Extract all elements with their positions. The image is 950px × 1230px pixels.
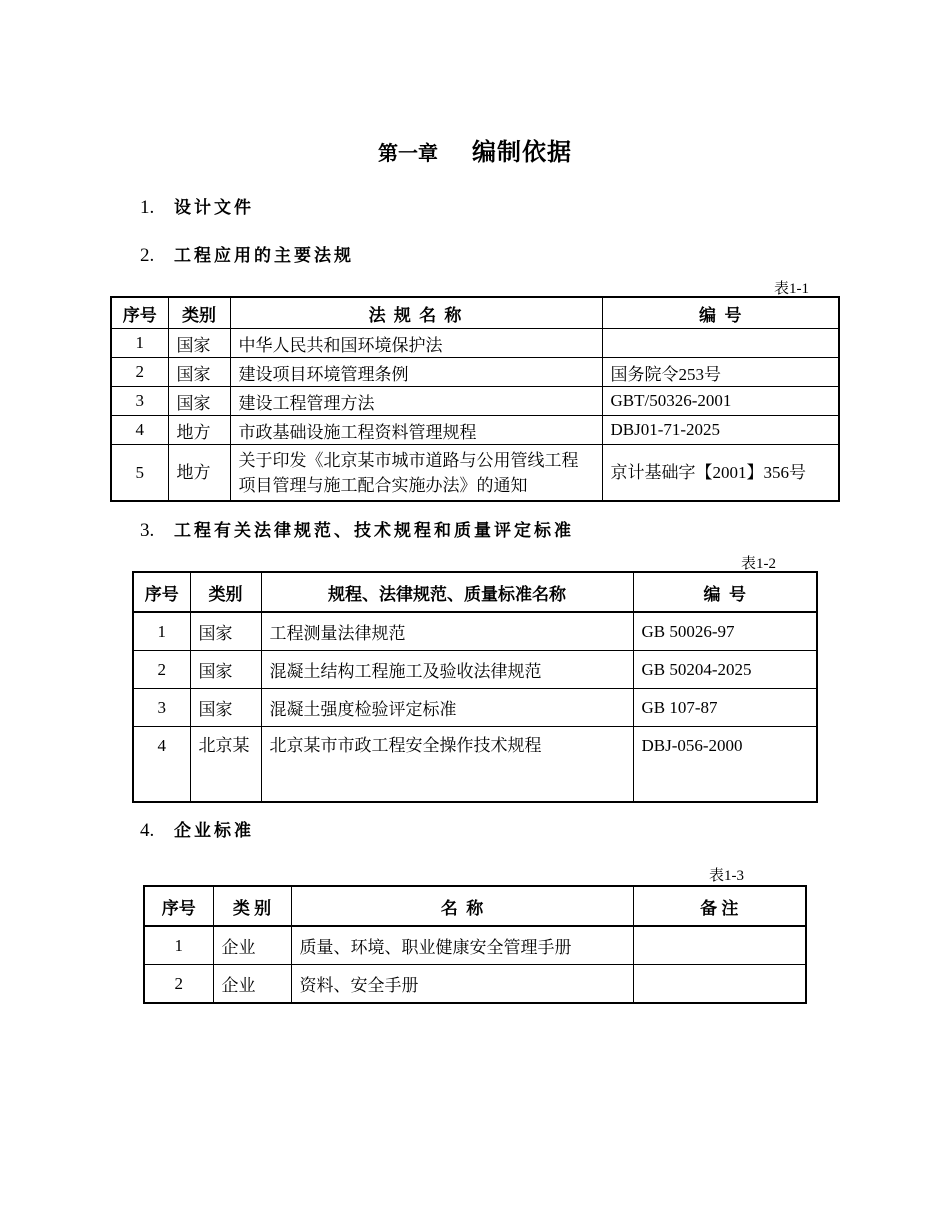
row-category: 国家 bbox=[190, 651, 261, 689]
row-name: 建设项目环境管理条例 bbox=[230, 358, 602, 387]
table-row bbox=[133, 689, 817, 727]
row-category: 企业 bbox=[213, 965, 291, 1004]
section-label: 工程应用的主要法规 bbox=[174, 246, 354, 265]
row-name: 资料、安全手册 bbox=[291, 965, 633, 1004]
header-code: 编 号 bbox=[633, 572, 817, 612]
chapter-heading: 编制依据 bbox=[472, 140, 572, 166]
header-name: 名 称 bbox=[291, 886, 633, 926]
section-number: 1. bbox=[140, 197, 155, 218]
chapter-title bbox=[0, 132, 950, 167]
table-header-row bbox=[144, 886, 806, 926]
header-category: 类别 bbox=[168, 297, 230, 329]
row-index: 2 bbox=[111, 358, 168, 387]
row-index: 3 bbox=[111, 387, 168, 416]
section-number: 2. bbox=[140, 245, 155, 266]
section-4 bbox=[140, 816, 254, 842]
row-code: GB 50026-97 bbox=[633, 612, 817, 651]
row-category: 国家 bbox=[168, 387, 230, 416]
header-name: 法 规 名 称 bbox=[230, 297, 602, 329]
header-category: 类别 bbox=[190, 572, 261, 612]
table-row bbox=[144, 965, 806, 1004]
header-code: 编 号 bbox=[602, 297, 839, 329]
header-index: 序号 bbox=[133, 572, 190, 612]
section-number: 3. bbox=[140, 520, 155, 541]
row-category: 北京某 bbox=[190, 727, 261, 803]
header-index: 序号 bbox=[144, 886, 213, 926]
regulations-table bbox=[110, 296, 840, 502]
table-row bbox=[111, 387, 839, 416]
row-code: GBT/50326-2001 bbox=[602, 387, 839, 416]
section-1 bbox=[140, 193, 254, 219]
table-row bbox=[111, 416, 839, 445]
row-index: 2 bbox=[144, 965, 213, 1004]
section-label: 企业标准 bbox=[174, 821, 254, 840]
enterprise-standards-table bbox=[143, 885, 807, 1004]
table3-number: 表1-3 bbox=[709, 868, 744, 884]
header-category: 类 别 bbox=[213, 886, 291, 926]
table1-number: 表1-1 bbox=[774, 281, 809, 297]
section-number: 4. bbox=[140, 820, 155, 841]
row-index: 4 bbox=[111, 416, 168, 445]
table2-number: 表1-2 bbox=[741, 556, 776, 572]
table-row bbox=[133, 612, 817, 651]
row-remark bbox=[633, 926, 806, 965]
row-code: 国务院令253号 bbox=[602, 358, 839, 387]
row-code: 京计基础字【2001】356号 bbox=[602, 445, 839, 502]
row-index: 5 bbox=[111, 445, 168, 502]
section-label: 设计文件 bbox=[174, 198, 254, 217]
row-index: 1 bbox=[133, 612, 190, 651]
row-name: 混凝土结构工程施工及验收法律规范 bbox=[261, 651, 633, 689]
row-code: GB 107-87 bbox=[633, 689, 817, 727]
section-3 bbox=[140, 516, 574, 542]
section-2 bbox=[140, 241, 354, 267]
row-name: 中华人民共和国环境保护法 bbox=[230, 329, 602, 358]
row-category: 国家 bbox=[190, 612, 261, 651]
row-index: 4 bbox=[133, 727, 190, 803]
table-header-row bbox=[111, 297, 839, 329]
row-code bbox=[602, 329, 839, 358]
chapter-number: 第一章 bbox=[378, 143, 438, 165]
table-row bbox=[111, 329, 839, 358]
row-category: 地方 bbox=[168, 416, 230, 445]
header-index: 序号 bbox=[111, 297, 168, 329]
header-name: 规程、法律规范、质量标准名称 bbox=[261, 572, 633, 612]
row-name: 建设工程管理方法 bbox=[230, 387, 602, 416]
row-category: 国家 bbox=[168, 329, 230, 358]
table-row bbox=[144, 926, 806, 965]
row-index: 1 bbox=[111, 329, 168, 358]
row-category: 国家 bbox=[168, 358, 230, 387]
row-code: GB 50204-2025 bbox=[633, 651, 817, 689]
row-name: 市政基础设施工程资料管理规程 bbox=[230, 416, 602, 445]
table-row bbox=[133, 651, 817, 689]
row-category: 企业 bbox=[213, 926, 291, 965]
table-row bbox=[133, 727, 817, 803]
row-category: 地方 bbox=[168, 445, 230, 502]
row-name: 工程测量法律规范 bbox=[261, 612, 633, 651]
row-index: 1 bbox=[144, 926, 213, 965]
header-remark: 备 注 bbox=[633, 886, 806, 926]
row-index: 2 bbox=[133, 651, 190, 689]
table-row bbox=[111, 445, 839, 502]
row-category: 国家 bbox=[190, 689, 261, 727]
table-row bbox=[111, 358, 839, 387]
standards-table bbox=[132, 571, 818, 803]
row-code: DBJ-056-2000 bbox=[633, 727, 817, 803]
row-code: DBJ01-71-2025 bbox=[602, 416, 839, 445]
row-name: 北京某市市政工程安全操作技术规程 bbox=[261, 727, 633, 803]
row-index: 3 bbox=[133, 689, 190, 727]
row-remark bbox=[633, 965, 806, 1004]
section-label: 工程有关法律规范、技术规程和质量评定标准 bbox=[174, 521, 574, 540]
table-header-row bbox=[133, 572, 817, 612]
row-name: 混凝土强度检验评定标准 bbox=[261, 689, 633, 727]
row-name: 质量、环境、职业健康安全管理手册 bbox=[291, 926, 633, 965]
row-name: 关于印发《北京某市城市道路与公用管线工程项目管理与施工配合实施办法》的通知 bbox=[230, 445, 602, 502]
